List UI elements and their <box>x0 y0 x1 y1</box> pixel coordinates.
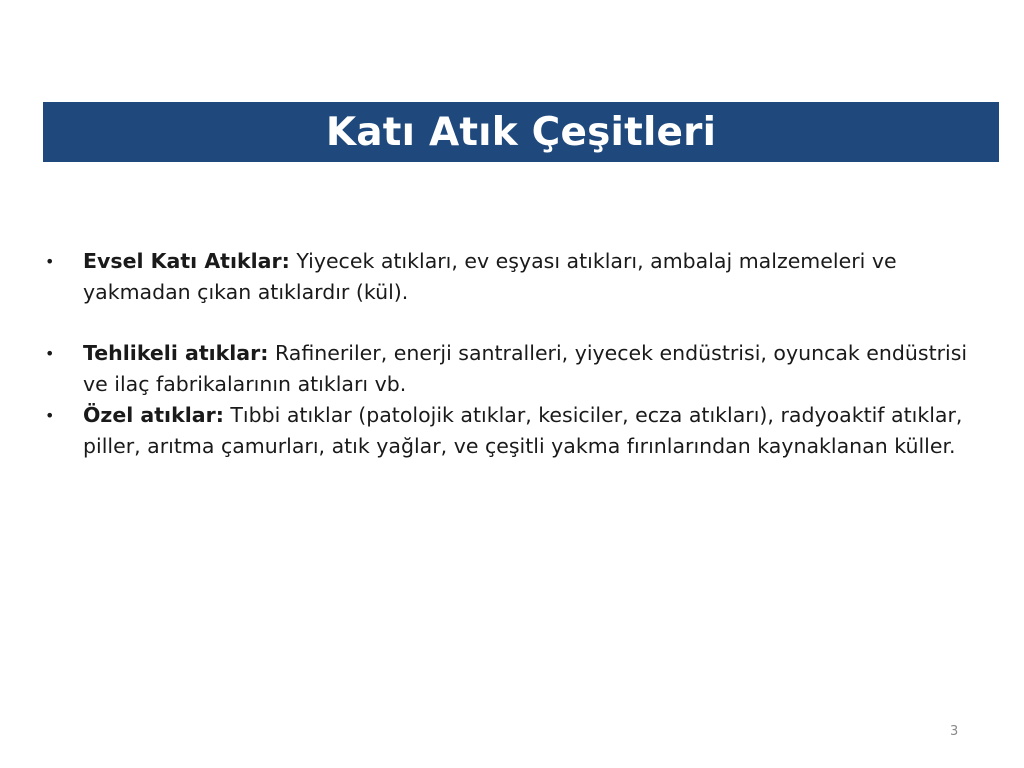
bullet-marker: • <box>45 406 55 425</box>
bullet-text: Rafineriler, enerji santralleri, yiyecek endüstrisi, oyuncak endüstrisi ve ilaç fabrikalarının atıkları vb. <box>83 341 968 396</box>
bullet-item-hazardous-waste <box>40 338 970 400</box>
bullet-text: Tıbbi atıklar (patolojik atıklar, kesiciler, ecza atıkları), radyoaktif atıklar, piller, arıtma çamurları, atık yağlar, ve çeşitli yakma fırınlarından kaynaklanan küller. <box>83 403 963 458</box>
slide-title: Katı Atık Çeşitleri <box>325 109 717 155</box>
page-number: 3 <box>950 724 959 739</box>
bullet-marker: • <box>45 344 55 363</box>
bullet-text: Yiyecek atıkları, ev eşyası atıkları, ambalaj malzemeleri ve yakmadan çıkan atıklardır (kül). <box>83 249 897 304</box>
bullet-term: Özel atıklar: <box>83 403 224 427</box>
bullet-list <box>40 246 970 462</box>
bullet-marker: • <box>45 252 55 271</box>
bullet-item-special-waste <box>40 400 970 462</box>
bullet-term: Evsel Katı Atıklar: <box>83 249 290 273</box>
title-bar <box>43 102 999 162</box>
bullet-term: Tehlikeli atıklar: <box>83 341 269 365</box>
bullet-item-household-waste <box>40 246 970 308</box>
